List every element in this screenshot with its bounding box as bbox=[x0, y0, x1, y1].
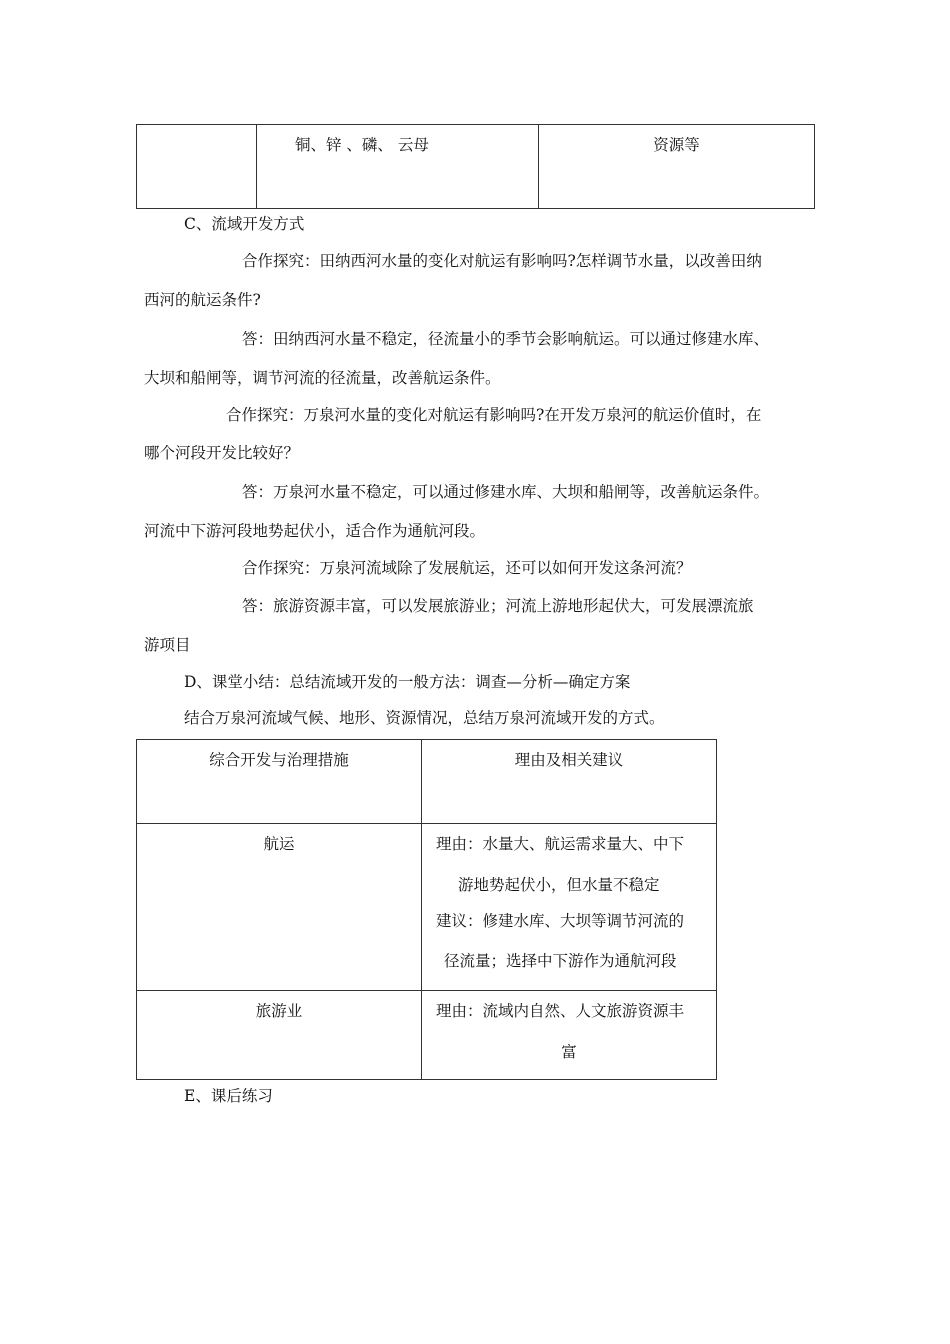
table-row bbox=[137, 125, 815, 209]
reason-cell bbox=[422, 991, 717, 1080]
table-header-row bbox=[137, 740, 717, 824]
resource-table bbox=[136, 124, 815, 209]
section-c-heading: C、流域开发方式 bbox=[184, 215, 305, 233]
answer-1-line-1: 答：田纳西河水量不稳定，径流量小的季节会影响航运。可以通过修建水库、 bbox=[242, 330, 770, 348]
measure-cell: 旅游业 bbox=[137, 991, 422, 1080]
reason-line: 游地势起伏小，但水量不稳定 bbox=[458, 876, 660, 894]
table-cell: 铜、锌 、磷、 云母 bbox=[257, 125, 539, 209]
inquiry-question-3: 合作探究：万泉河流域除了发展航运，还可以如何开发这条河流？ bbox=[242, 559, 692, 577]
table-row bbox=[137, 991, 717, 1080]
measure-cell: 航运 bbox=[137, 824, 422, 991]
answer-1-line-2: 大坝和船闸等，调节河流的径流量，改善航运条件。 bbox=[144, 369, 501, 387]
inquiry-question-1-line-2: 西河的航运条件? bbox=[144, 291, 261, 309]
inquiry-question-1-line-1: 合作探究：田纳西河水量的变化对航运有影响吗?怎样调节水量，以改善田纳 bbox=[242, 252, 762, 270]
table-header-measures: 综合开发与治理措施 bbox=[137, 740, 422, 824]
reason-line: 径流量；选择中下游作为通航河段 bbox=[444, 952, 677, 970]
reason-line: 理由：水量大、航运需求量大、中下 bbox=[436, 835, 685, 853]
reason-line: 理由：流域内自然、人文旅游资源丰 bbox=[436, 1002, 685, 1020]
answer-3-line-1: 答：旅游资源丰富，可以发展旅游业；河流上游地形起伏大，可发展漂流旅 bbox=[242, 597, 754, 615]
answer-2-line-2: 河流中下游河段地势起伏小，适合作为通航河段。 bbox=[144, 522, 486, 540]
development-measures-table bbox=[136, 739, 717, 1080]
section-d-intro: 结合万泉河流域气候、地形、资源情况，总结万泉河流域开发的方式。 bbox=[184, 709, 665, 727]
reason-line: 富 bbox=[561, 1043, 577, 1061]
table-cell: 资源等 bbox=[539, 125, 815, 209]
answer-3-line-2: 游项目 bbox=[144, 636, 191, 654]
answer-2-line-1: 答：万泉河水量不稳定，可以通过修建水库、大坝和船闸等，改善航运条件。 bbox=[242, 483, 770, 501]
reason-cell bbox=[422, 824, 717, 991]
reason-line: 建议：修建水库、大坝等调节河流的 bbox=[436, 912, 685, 930]
section-d-heading: D、课堂小结：总结流域开发的一般方法：调查—分析—确定方案 bbox=[184, 673, 631, 691]
inquiry-question-2-line-2: 哪个河段开发比较好？ bbox=[144, 444, 300, 462]
table-row bbox=[137, 824, 717, 991]
inquiry-question-2-line-1: 合作探究：万泉河水量的变化对航运有影响吗?在开发万泉河的航运价值时，在 bbox=[226, 406, 762, 424]
table-header-reasons: 理由及相关建议 bbox=[422, 740, 717, 824]
section-e-heading: E、课后练习 bbox=[184, 1087, 273, 1105]
table-cell bbox=[137, 125, 257, 209]
